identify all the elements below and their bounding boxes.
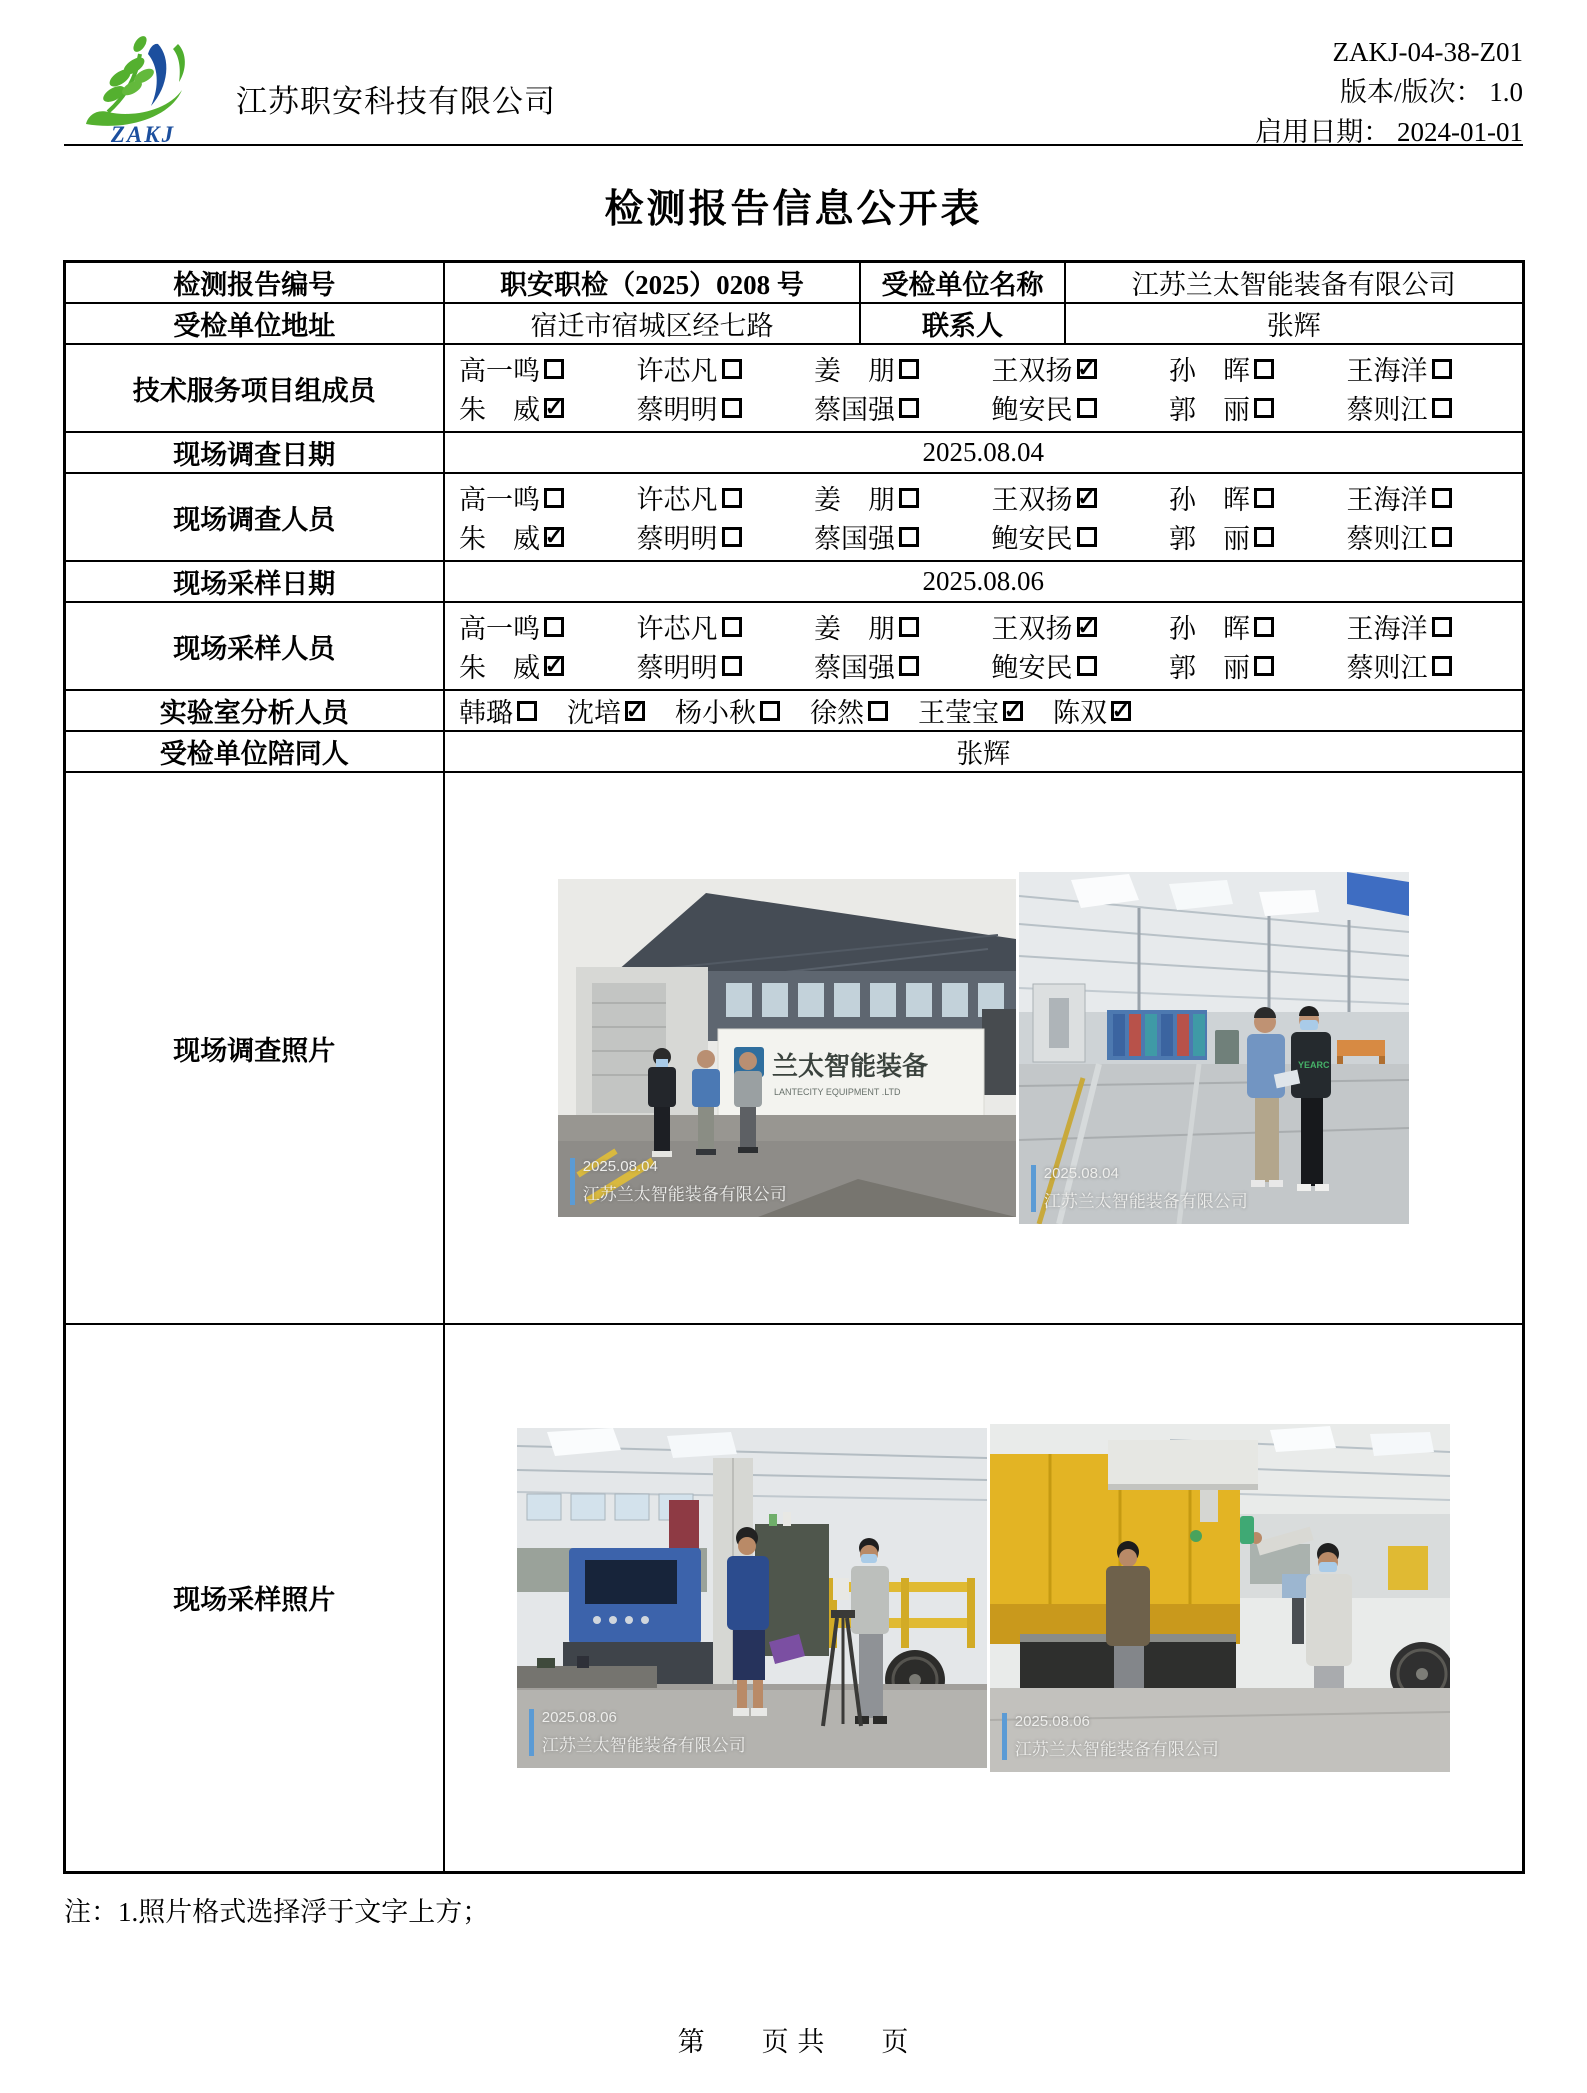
member-name: 蔡则江	[1346, 524, 1428, 554]
info-table	[63, 260, 1525, 1874]
empty-checkbox-icon	[722, 488, 742, 508]
empty-checkbox-icon	[1077, 656, 1097, 676]
member-name: 蔡明明	[636, 653, 718, 683]
member-name: 朱 威	[459, 395, 540, 425]
empty-checkbox-icon	[517, 701, 537, 721]
member-item	[992, 349, 1097, 388]
watermark-date: 2025.08.06	[541, 1708, 617, 1726]
member-item	[918, 691, 1023, 730]
member-line	[445, 349, 1522, 388]
doc-enable-date: 启用日期： 2024-01-01	[1255, 117, 1523, 147]
lab-analysts-cell	[444, 690, 1523, 731]
table-row	[64, 1324, 1523, 1872]
checked-checkbox-icon: ✓	[1003, 697, 1023, 723]
member-name: 鲍安民	[991, 653, 1073, 683]
empty-checkbox-icon	[722, 398, 742, 418]
survey-staff-cell	[444, 473, 1523, 561]
empty-checkbox-icon	[722, 617, 742, 637]
member-item	[1347, 349, 1452, 388]
watermark-company: 江苏兰太智能装备有限公司	[582, 1185, 787, 1204]
member-item	[810, 691, 888, 730]
survey-photo-2	[1019, 872, 1409, 1224]
table-row	[64, 602, 1523, 690]
member-item	[459, 478, 564, 517]
member-item	[1169, 478, 1274, 517]
member-item	[814, 517, 919, 556]
document-meta	[1255, 32, 1523, 152]
value-survey-date: 2025.08.04	[444, 432, 1523, 473]
lab-analysts-list	[445, 691, 1522, 730]
member-item	[992, 607, 1097, 646]
member-line	[445, 388, 1522, 427]
empty-checkbox-icon	[722, 527, 742, 547]
empty-checkbox-icon	[1254, 359, 1274, 379]
member-name: 杨小秋	[675, 698, 756, 728]
survey-photo-pair	[445, 872, 1522, 1224]
member-item	[1347, 607, 1452, 646]
empty-checkbox-icon	[1432, 488, 1452, 508]
sample-photo-pair	[445, 1424, 1522, 1772]
photo-watermark	[529, 1709, 746, 1756]
member-item	[1169, 517, 1274, 556]
watermark-date: 2025.08.04	[582, 1158, 658, 1175]
photo-watermark	[570, 1158, 787, 1205]
member-name: 韩璐	[459, 698, 513, 728]
sample-photo-2	[990, 1424, 1450, 1772]
member-name: 鲍安民	[991, 524, 1073, 554]
member-item	[992, 646, 1097, 685]
member-name: 孙 晖	[1169, 614, 1250, 644]
table-row	[64, 473, 1523, 561]
value-contact: 张辉	[1065, 303, 1523, 344]
member-name: 王海洋	[1346, 485, 1428, 515]
empty-checkbox-icon	[1432, 656, 1452, 676]
member-name: 高一鸣	[459, 614, 540, 644]
member-line	[445, 517, 1522, 556]
team-members-list	[445, 349, 1522, 427]
sample-staff-cell	[444, 602, 1523, 690]
label-lab-analysts: 实验室分析人员	[64, 690, 444, 731]
label-report-number: 检测报告编号	[64, 262, 444, 304]
member-name: 许芯凡	[636, 356, 718, 386]
member-item	[1053, 691, 1131, 730]
member-name: 姜 朋	[814, 614, 895, 644]
member-item	[459, 388, 564, 427]
member-name: 孙 晖	[1169, 485, 1250, 515]
checked-checkbox-icon: ✓	[1077, 613, 1096, 639]
member-name: 沈培	[567, 698, 621, 728]
empty-checkbox-icon	[1077, 398, 1097, 418]
empty-checkbox-icon	[899, 359, 919, 379]
page-footer: 第 页 共 页	[677, 2027, 910, 2057]
member-name: 朱 威	[459, 524, 540, 554]
member-name: 郭 丽	[1169, 653, 1250, 683]
survey-photo-1	[558, 879, 1016, 1217]
member-name: 蔡国强	[814, 395, 895, 425]
empty-checkbox-icon	[1254, 656, 1274, 676]
member-name: 朱 威	[459, 653, 540, 683]
value-inspected-unit-name: 江苏兰太智能装备有限公司	[1065, 262, 1523, 304]
checked-checkbox-icon: ✓	[1077, 484, 1096, 510]
member-name: 郭 丽	[1169, 524, 1250, 554]
empty-checkbox-icon	[1254, 398, 1274, 418]
empty-checkbox-icon	[899, 656, 919, 676]
table-row	[64, 731, 1523, 772]
label-escort: 受检单位陪同人	[64, 731, 444, 772]
empty-checkbox-icon	[1254, 527, 1274, 547]
survey-photos-cell	[444, 772, 1523, 1324]
empty-checkbox-icon	[1254, 488, 1274, 508]
company-logo	[64, 24, 222, 148]
member-name: 王双扬	[991, 485, 1073, 515]
member-name: 王双扬	[991, 356, 1073, 386]
member-name: 高一鸣	[459, 356, 540, 386]
member-item	[1169, 349, 1274, 388]
empty-checkbox-icon	[1254, 617, 1274, 637]
table-row	[64, 690, 1523, 731]
svg-text:兰太智能装备: 兰太智能装备	[771, 1052, 928, 1081]
member-name: 孙 晖	[1169, 356, 1250, 386]
watermark-company: 江苏兰太智能装备有限公司	[1043, 1192, 1248, 1211]
member-item	[814, 646, 919, 685]
watermark-date: 2025.08.04	[1043, 1165, 1119, 1182]
empty-checkbox-icon	[544, 488, 564, 508]
member-item	[1169, 388, 1274, 427]
empty-checkbox-icon	[899, 488, 919, 508]
value-unit-address: 宿迁市宿城区经七路	[444, 303, 860, 344]
checked-checkbox-icon: ✓	[544, 394, 564, 420]
member-item	[814, 388, 919, 427]
logo-text: ZAKJ	[110, 122, 176, 147]
member-item	[814, 607, 919, 646]
watermark-company: 江苏兰太智能装备有限公司	[541, 1735, 746, 1755]
empty-checkbox-icon	[899, 527, 919, 547]
member-line	[445, 607, 1522, 646]
member-name: 蔡则江	[1346, 653, 1428, 683]
member-item	[637, 517, 742, 556]
member-name: 许芯凡	[636, 485, 718, 515]
doc-version: 版本/版次： 1.0	[1339, 77, 1523, 107]
empty-checkbox-icon	[722, 656, 742, 676]
empty-checkbox-icon	[544, 617, 564, 637]
table-row	[64, 772, 1523, 1324]
value-sample-date: 2025.08.06	[444, 561, 1523, 602]
photo-watermark	[1002, 1713, 1219, 1760]
team-members-cell	[444, 344, 1523, 432]
checked-checkbox-icon: ✓	[1111, 697, 1131, 723]
member-item	[459, 349, 564, 388]
member-name: 蔡国强	[814, 653, 895, 683]
value-escort: 张辉	[444, 731, 1523, 772]
member-name: 郭 丽	[1169, 395, 1250, 425]
footnote: 注：1.照片格式选择浮于文字上方；	[64, 1896, 490, 1927]
member-name: 蔡明明	[636, 524, 718, 554]
empty-checkbox-icon	[1432, 617, 1452, 637]
member-item	[1347, 388, 1452, 427]
member-name: 王双扬	[991, 614, 1073, 644]
empty-checkbox-icon	[899, 617, 919, 637]
member-item	[675, 691, 780, 730]
member-item	[992, 517, 1097, 556]
member-name: 徐然	[810, 698, 864, 728]
member-item	[637, 349, 742, 388]
wheat-logo-icon	[77, 28, 209, 128]
member-line	[445, 691, 1522, 730]
member-item	[1347, 517, 1452, 556]
member-name: 姜 朋	[814, 356, 895, 386]
member-item	[814, 478, 919, 517]
empty-checkbox-icon	[868, 701, 888, 721]
checked-checkbox-icon: ✓	[544, 523, 564, 549]
member-item	[459, 607, 564, 646]
member-name: 蔡明明	[636, 395, 718, 425]
member-item	[637, 388, 742, 427]
checked-checkbox-icon: ✓	[1077, 355, 1096, 381]
empty-checkbox-icon	[899, 398, 919, 418]
checked-checkbox-icon: ✓	[544, 652, 564, 678]
member-item	[637, 478, 742, 517]
sample-photo-1	[517, 1428, 987, 1768]
member-line	[445, 646, 1522, 685]
empty-checkbox-icon	[722, 359, 742, 379]
table-row	[64, 432, 1523, 473]
empty-checkbox-icon	[544, 359, 564, 379]
label-inspected-unit-name: 受检单位名称	[860, 262, 1065, 304]
label-unit-address: 受检单位地址	[64, 303, 444, 344]
member-item	[992, 478, 1097, 517]
label-survey-staff: 现场调查人员	[64, 473, 444, 561]
checked-checkbox-icon: ✓	[625, 697, 645, 723]
label-contact: 联系人	[860, 303, 1065, 344]
table-row	[64, 561, 1523, 602]
member-item	[459, 517, 564, 556]
label-survey-photos: 现场调查照片	[64, 772, 444, 1324]
member-line	[445, 478, 1522, 517]
member-name: 王海洋	[1346, 614, 1428, 644]
company-name: 江苏职安科技有限公司	[236, 84, 556, 119]
member-item	[637, 607, 742, 646]
member-item	[992, 388, 1097, 427]
empty-checkbox-icon	[1432, 359, 1452, 379]
sample-staff-list	[445, 607, 1522, 685]
member-item	[1169, 646, 1274, 685]
label-sample-photos: 现场采样照片	[64, 1324, 444, 1872]
empty-checkbox-icon	[760, 701, 780, 721]
label-team-members: 技术服务项目组成员	[64, 344, 444, 432]
table-row	[64, 262, 1523, 304]
member-name: 陈双	[1053, 698, 1107, 728]
label-sample-staff: 现场采样人员	[64, 602, 444, 690]
member-name: 姜 朋	[814, 485, 895, 515]
watermark-company: 江苏兰太智能装备有限公司	[1014, 1739, 1219, 1759]
member-item	[1169, 607, 1274, 646]
member-name: 鲍安民	[991, 395, 1073, 425]
member-item	[637, 646, 742, 685]
member-name: 高一鸣	[459, 485, 540, 515]
watermark-date: 2025.08.06	[1014, 1712, 1090, 1730]
member-item	[814, 349, 919, 388]
label-survey-date: 现场调查日期	[64, 432, 444, 473]
table-row	[64, 303, 1523, 344]
sample-photos-cell	[444, 1324, 1523, 1872]
member-name: 王莹宝	[918, 698, 999, 728]
survey-staff-list	[445, 478, 1522, 556]
svg-text:YEARC: YEARC	[1297, 1060, 1330, 1070]
empty-checkbox-icon	[1077, 527, 1097, 547]
member-item	[1347, 646, 1452, 685]
member-name: 许芯凡	[636, 614, 718, 644]
member-name: 蔡则江	[1346, 395, 1428, 425]
member-name: 蔡国强	[814, 524, 895, 554]
empty-checkbox-icon	[1432, 398, 1452, 418]
label-sample-date: 现场采样日期	[64, 561, 444, 602]
member-name: 王海洋	[1346, 356, 1428, 386]
member-item	[459, 646, 564, 685]
page-header	[64, 0, 1523, 146]
empty-checkbox-icon	[1432, 527, 1452, 547]
photo-watermark	[1031, 1165, 1248, 1212]
member-item	[567, 691, 645, 730]
table-row	[64, 344, 1523, 432]
member-item	[459, 691, 537, 730]
member-item	[1347, 478, 1452, 517]
svg-text:LANTECITY EQUIPMENT .LTD: LANTECITY EQUIPMENT .LTD	[773, 1087, 901, 1097]
value-report-number: 职安职检（2025）0208 号	[444, 262, 860, 304]
doc-code: ZAKJ-04-38-Z01	[1332, 37, 1523, 67]
page-title: 检测报告信息公开表	[604, 188, 983, 231]
